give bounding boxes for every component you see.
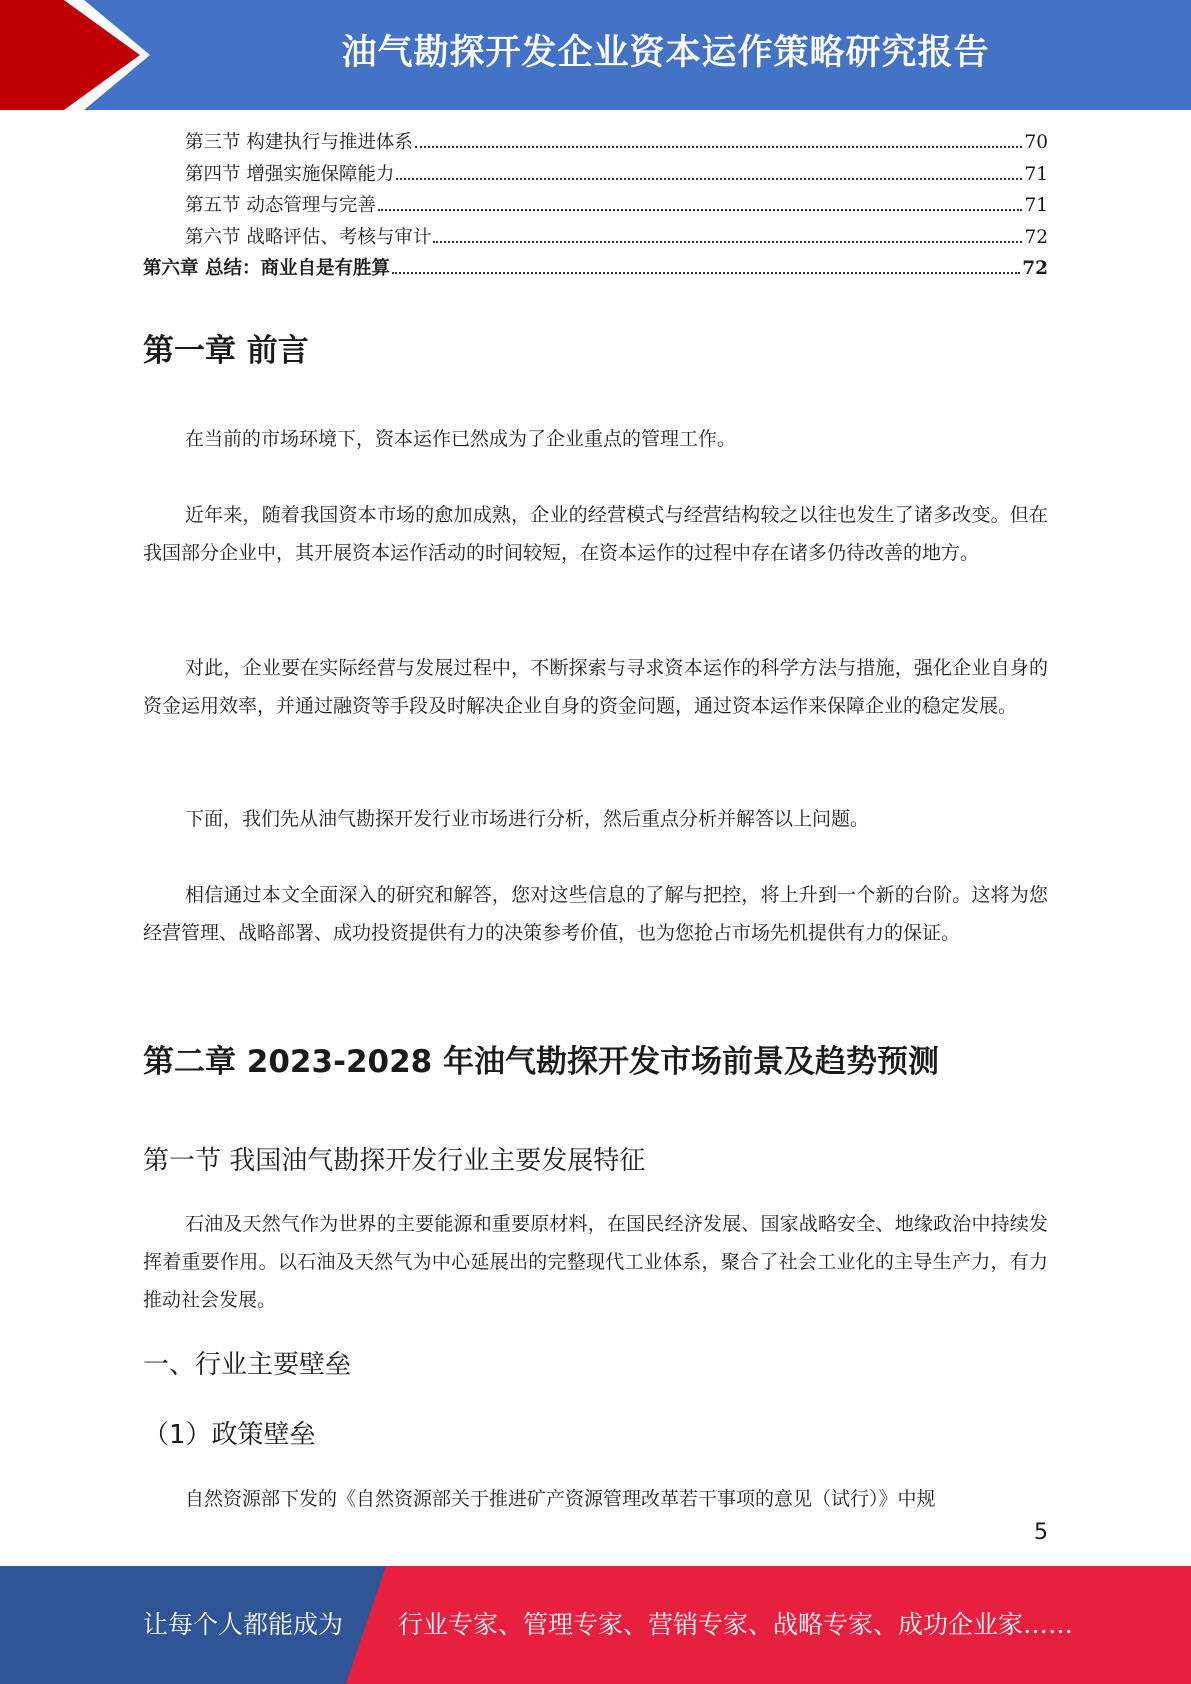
table-of-contents: [143, 128, 1048, 286]
toc-entry-label: 第五节 动态管理与完善: [185, 195, 376, 216]
footer-slogan-left: 让每个人都能成为: [143, 1610, 344, 1639]
report-title: 油气勘探开发企业资本运作策略研究报告: [341, 33, 990, 73]
toc-entry-page: 70: [1024, 132, 1048, 153]
paragraph: 在当前的市场环境下，资本运作已然成为了企业重点的管理工作。: [185, 428, 737, 450]
page-number: 5: [1034, 1520, 1048, 1545]
toc-entry-page: 71: [1024, 163, 1048, 185]
paragraph: 自然资源部下发的《自然资源部关于推进矿产资源管理改革若干事项的意见（试行）》中规: [185, 1488, 936, 1510]
toc-entry[interactable]: [143, 223, 1048, 255]
page-header: [0, 0, 1191, 110]
header-arrow-decoration: [0, 0, 160, 110]
toc-entry-chapter[interactable]: [143, 254, 1048, 286]
toc-entry[interactable]: [143, 160, 1048, 192]
toc-entry-label: 第六章 总结：商业自是有胜算: [143, 258, 390, 279]
chapter-1-heading: 第一章 前言: [143, 333, 309, 369]
toc-entry[interactable]: [143, 128, 1048, 160]
page-footer: [0, 1566, 1191, 1684]
section-heading: 第一节 我国油气勘探开发行业主要发展特征: [143, 1146, 646, 1176]
paragraph: 下面，我们先从油气勘探开发行业市场进行分析，然后重点分析并解答以上问题。: [185, 808, 870, 830]
paragraph: 石油及天然气作为世界的主要能源和重要原材料，在国民经济发展、国家战略安全、地缘政治中持续发挥着重要作用。以石油及天然气为中心延展出的完整现代工业体系，聚合了社会工业化的主导生产力，有力推动社会发展。: [143, 1213, 1048, 1311]
paragraph: 相信通过本文全面深入的研究和解答，您对这些信息的了解与把控，将上升到一个新的台阶。这将为您经营管理、战略部署、成功投资提供有力的决策参考价值，也为您抢占市场先机提供有力的保证。: [143, 884, 1048, 944]
toc-leader-dots: [415, 146, 1023, 148]
toc-entry-label: 第四节 增强实施保障能力: [185, 163, 395, 185]
toc-entry[interactable]: [143, 191, 1048, 223]
paragraph: 近年来，随着我国资本市场的愈加成熟，企业的经营模式与经营结构较之以往也发生了诸多改变。但在我国部分企业中，其开展资本运作活动的时间较短，在资本运作的过程中存在诸多仍待改善的地方。: [143, 504, 1048, 564]
footer-slogan-right: 行业专家、管理专家、营销专家、战略专家、成功企业家……: [398, 1610, 1074, 1639]
toc-leader-dots: [378, 209, 1023, 211]
toc-entry-page: 72: [1022, 258, 1048, 279]
toc-leader-dots: [433, 241, 1022, 243]
paragraph: 对此，企业要在实际经营与发展过程中，不断探索与寻求资本运作的科学方法与措施，强化企业自身的资金运用效率，并通过融资等手段及时解决企业自身的资金问题，通过资本运作来保障企业的稳定发展。: [143, 657, 1048, 717]
toc-leader-dots: [392, 272, 1020, 274]
toc-leader-dots: [396, 178, 1022, 180]
subsection-heading: 一、行业主要壁垒: [143, 1350, 352, 1380]
toc-entry-label: 第六节 战略评估、考核与审计: [185, 226, 432, 248]
subsubsection-heading: （1）政策壁垒: [143, 1420, 316, 1450]
toc-entry-label: 第三节 构建执行与推进体系: [185, 132, 413, 153]
toc-entry-page: 71: [1024, 195, 1048, 216]
toc-entry-page: 72: [1024, 226, 1048, 248]
chapter-2-heading: 第二章 2023-2028 年油气勘探开发市场前景及趋势预测: [143, 1044, 940, 1080]
